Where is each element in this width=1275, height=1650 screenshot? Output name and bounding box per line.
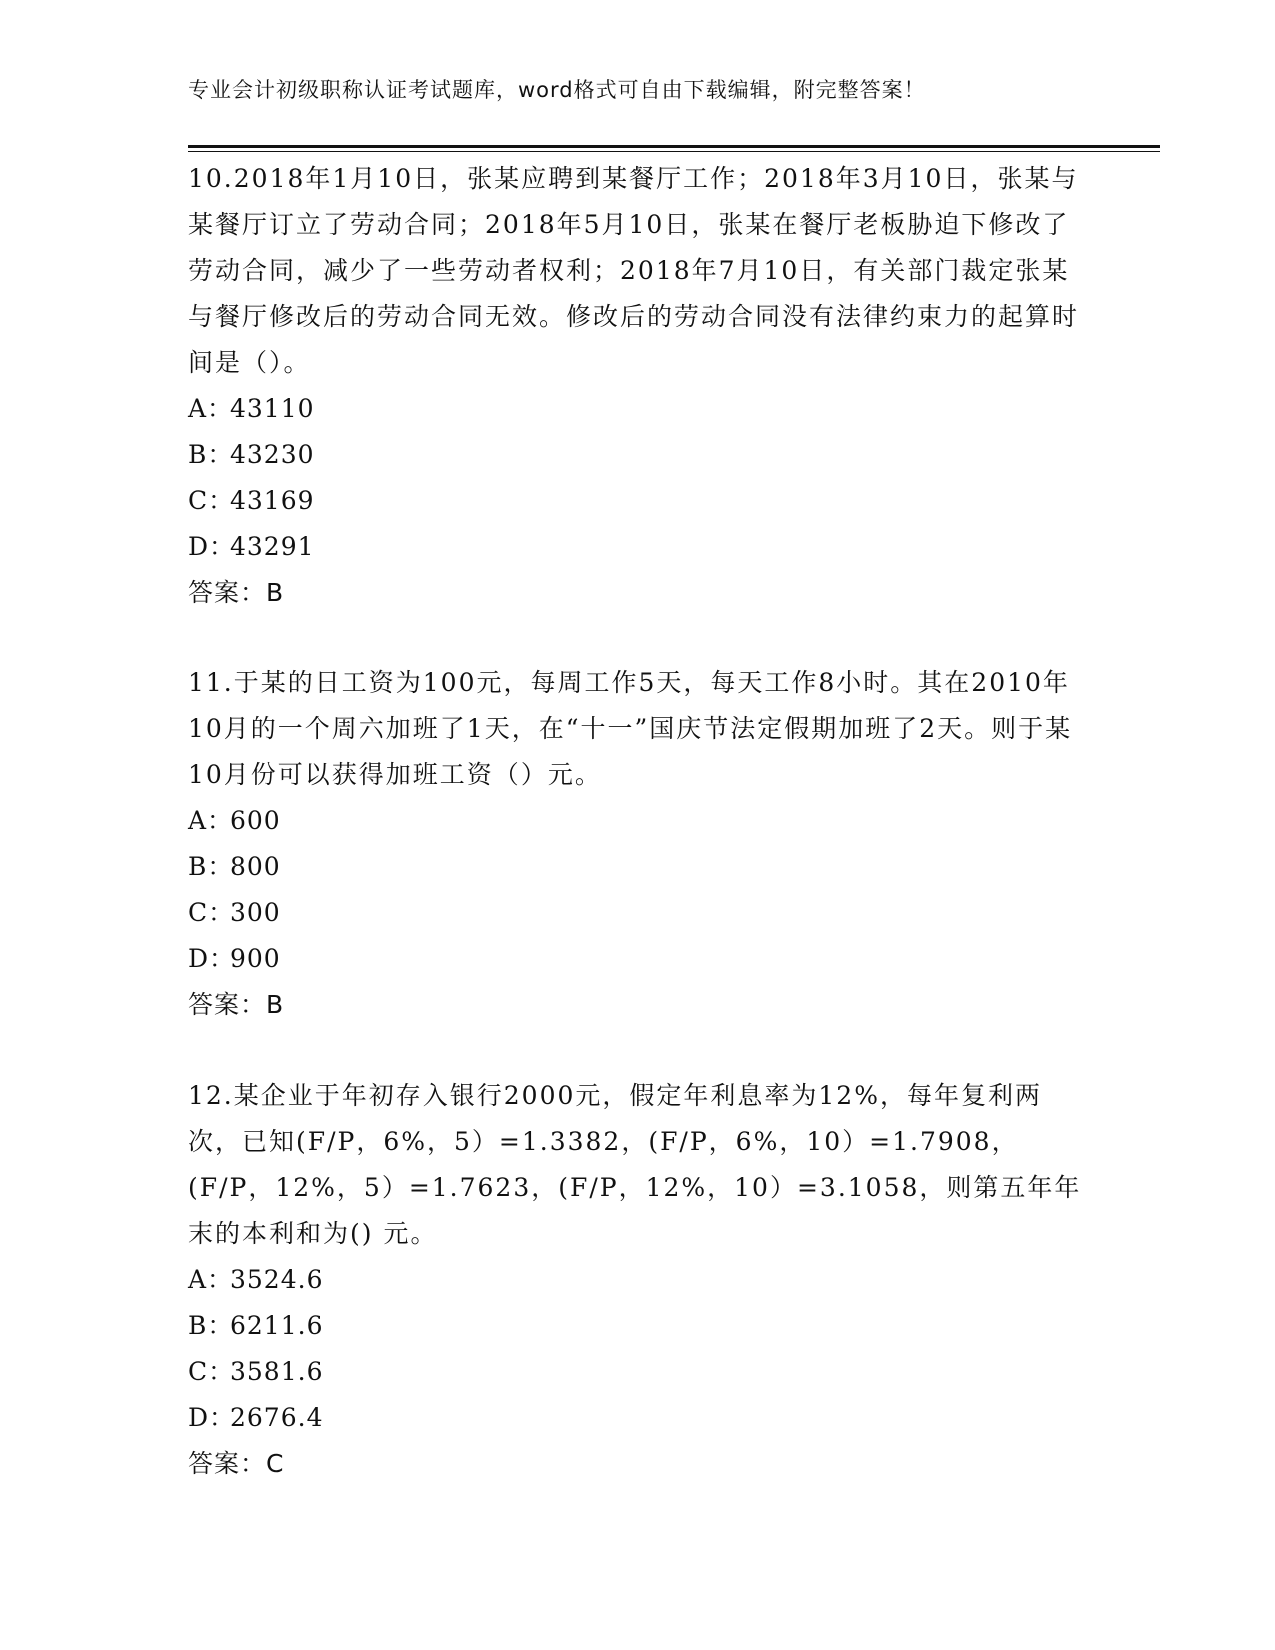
question-10 [188,156,1088,616]
option-a [188,1257,1088,1303]
option-letter: A： [188,1265,234,1294]
option-d [188,936,1088,982]
option-text: 300 [230,898,281,927]
option-text: 2676.4 [230,1403,324,1432]
option-d [188,1395,1088,1441]
option-letter: A： [188,394,234,423]
question-12 [188,1073,1088,1487]
option-letter: B： [188,440,234,469]
option-text: 43110 [230,394,315,423]
question-stem: 11.于某的日工资为100元，每周工作5天，每天工作8小时。其在2010年10月的一个周六加班了1天，在“十一”国庆节法定假期加班了2天。则于某10月份可以获得加班工资（）元。 [188,668,1073,789]
option-letter: D： [188,532,236,561]
question-11 [188,660,1088,1028]
option-c [188,478,1088,524]
option-text: 6211.6 [230,1311,324,1340]
option-b [188,432,1088,478]
header-divider-thin [188,151,1160,152]
answer-line: 答案：C [188,1449,285,1478]
option-a [188,798,1088,844]
option-c [188,890,1088,936]
option-b [188,844,1088,890]
option-text: 800 [230,852,281,881]
option-a [188,386,1088,432]
option-letter: C： [188,898,235,927]
page-header: 专业会计初级职称认证考试题库，word格式可自由下载编辑，附完整答案！ [188,78,926,102]
answer-line: 答案：B [188,578,285,607]
option-text: 900 [230,944,281,973]
question-stem: 12.某企业于年初存入银行2000元，假定年利息率为12%，每年复利两次，已知(F/P，6%，5）=1.3382，(F/P，6%，10）=1.7908，(F/P，12%，5）=1.7623，(F/P，12%，10）=3.1058，则第五年年末的本利和为() 元。 [188,1081,1082,1248]
option-text: 600 [230,806,281,835]
answer-line: 答案：B [188,990,285,1019]
option-text: 3524.6 [230,1265,324,1294]
option-letter: D： [188,1403,236,1432]
option-letter: D： [188,944,236,973]
option-d [188,524,1088,570]
option-b [188,1303,1088,1349]
option-c [188,1349,1088,1395]
header-divider-thick [188,145,1160,148]
option-letter: C： [188,1357,235,1386]
option-letter: A： [188,806,234,835]
option-letter: B： [188,852,234,881]
option-text: 43230 [230,440,315,469]
option-text: 43291 [230,532,315,561]
option-letter: B： [188,1311,234,1340]
question-stem: 10.2018年1月10日，张某应聘到某餐厅工作；2018年3月10日，张某与某餐厅订立了劳动合同；2018年5月10日，张某在餐厅老板胁迫下修改了劳动合同，减少了一些劳动者权利；2018年7月10日，有关部门裁定张某与餐厅修改后的劳动合同无效。修改后的劳动合同没有法律约束力的起算时间是（）。 [188,164,1080,377]
option-text: 43169 [230,486,315,515]
option-text: 3581.6 [230,1357,324,1386]
option-letter: C： [188,486,235,515]
